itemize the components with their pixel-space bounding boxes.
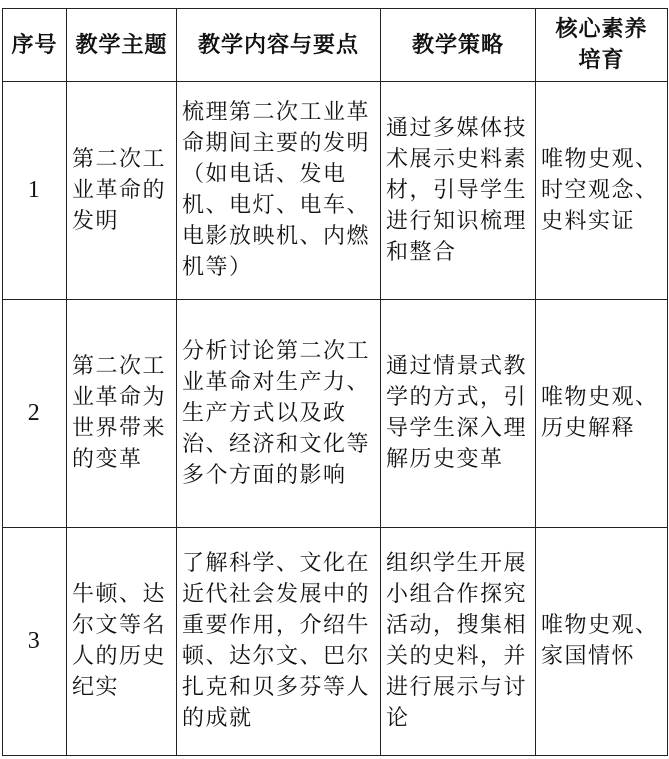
row-number: 3: [3, 527, 67, 755]
row-literacy-text: 唯物史观、历史解释: [541, 385, 659, 442]
row-strategy-text: 通过情景式教学的方式，引导学生深入理解历史变革: [386, 354, 528, 473]
row-number: 1: [3, 82, 67, 300]
row-topic-text: 牛顿、达尔文等名人的历史纪实: [72, 582, 167, 701]
header-teaching-content: 教学内容与要点: [177, 9, 381, 82]
row-literacy: [536, 527, 668, 755]
row-content-text: 梳理第二次工业革命期间主要的发明（如电话、发电机、电灯、电车、电影放映机、内燃机等）: [182, 100, 371, 281]
header-row: [3, 9, 668, 82]
row-topic: [67, 299, 177, 527]
teaching-plan-table: [2, 8, 668, 756]
header-core-literacy-text: 核心素养培育: [555, 17, 648, 73]
row-strategy-text: 组织学生开展小组合作探究活动，搜集相关的史料，并进行展示与讨论: [386, 551, 528, 732]
row-content: [177, 527, 381, 755]
row-strategy: [381, 527, 536, 755]
row-topic-text: 第二次工业革命为世界带来的变革: [72, 354, 167, 473]
row-topic-text: 第二次工业革命的发明: [72, 146, 167, 234]
row-strategy-text: 通过多媒体技术展示史料素材，引导学生进行知识梳理和整合: [386, 115, 528, 265]
header-core-literacy: [536, 9, 668, 82]
row-number: 2: [3, 299, 67, 527]
row-topic: [67, 82, 177, 300]
header-teaching-strategy: 教学策略: [381, 9, 536, 82]
header-serial-number: 序号: [3, 9, 67, 82]
row-literacy: [536, 82, 668, 300]
table-row: [3, 527, 668, 755]
row-content: [177, 299, 381, 527]
row-content-text: 分析讨论第二次工业革命对生产力、生产方式以及政治、经济和文化等多个方面的影响: [182, 338, 371, 488]
table-row: [3, 82, 668, 300]
row-strategy: [381, 82, 536, 300]
row-content: [177, 82, 381, 300]
row-literacy: [536, 299, 668, 527]
row-topic: [67, 527, 177, 755]
row-literacy-text: 唯物史观、时空观念、史料实证: [541, 146, 659, 234]
table-row: [3, 299, 668, 527]
row-content-text: 了解科学、文化在近代社会发展中的重要作用，介绍牛顿、达尔文、巴尔扎克和贝多芬等人的成就: [182, 551, 371, 732]
row-strategy: [381, 299, 536, 527]
row-literacy-text: 唯物史观、家国情怀: [541, 613, 659, 670]
header-teaching-topic: 教学主题: [67, 9, 177, 82]
